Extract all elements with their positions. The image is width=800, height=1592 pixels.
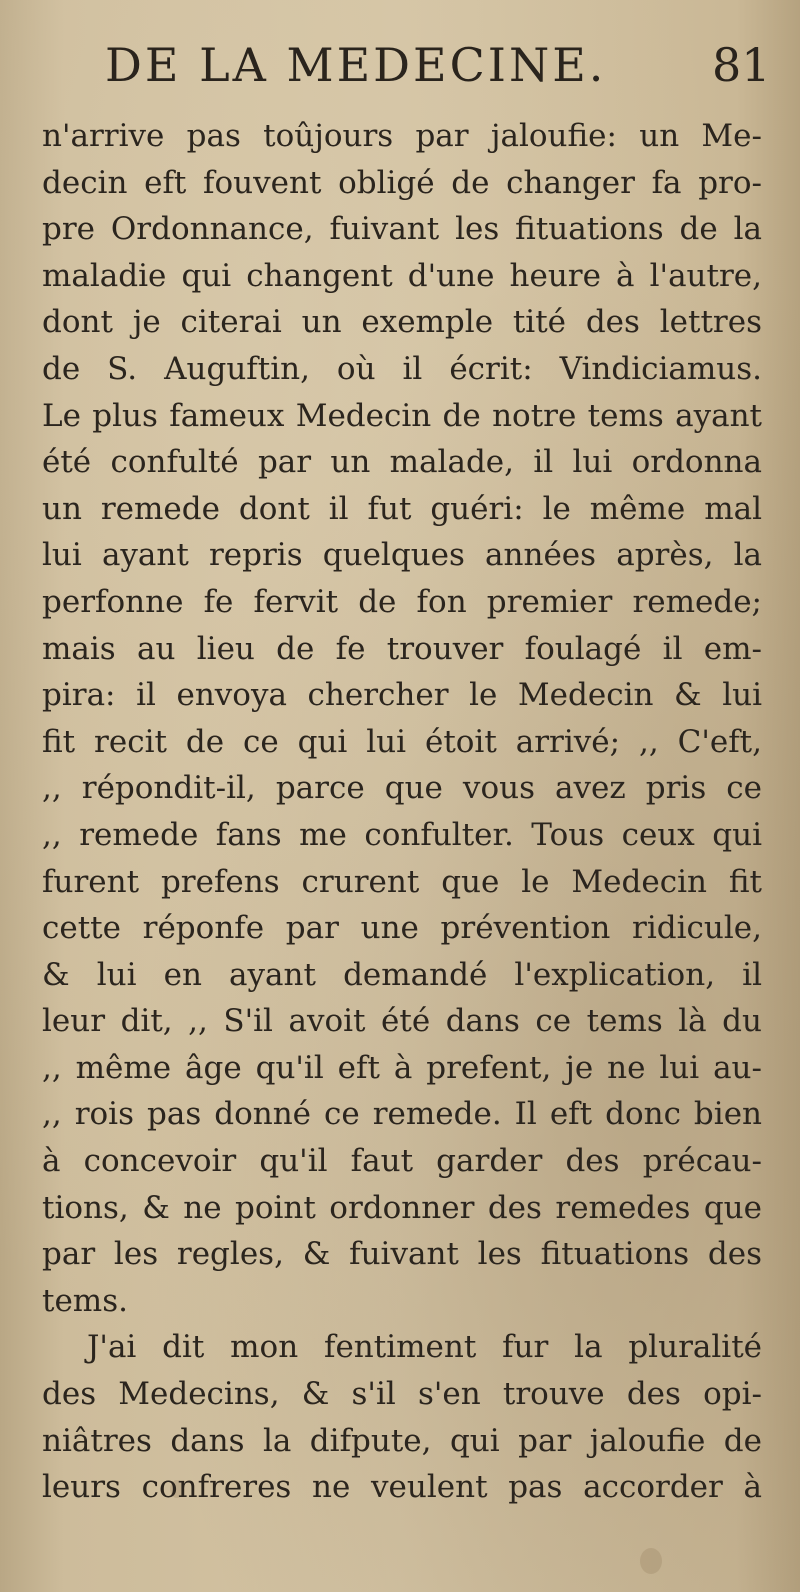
text-line: par les regles, & fuivant les fituations des: [42, 1236, 762, 1273]
text-line: leur dit, ,, S'il avoit été dans ce tems là du: [42, 1003, 762, 1040]
text-line: & lui en ayant demandé l'explication, il: [42, 956, 762, 993]
text-line: Le plus fameux Medecin de notre tems ayant: [42, 397, 762, 434]
text-line: cette réponfe par une prévention ridicule,: [42, 910, 762, 947]
text-line: perfonne fe fervit de fon premier remede;: [42, 583, 762, 620]
text-line: des Medecins, & s'il s'en trouve des opi-: [42, 1376, 762, 1413]
text-line: pre Ordonnance, fuivant les fituations de la: [42, 211, 762, 248]
text-line: niâtres dans la difpute, qui par jaloufie de: [42, 1422, 762, 1459]
text-line: decin eft fouvent obligé de changer fa pro-: [42, 164, 762, 201]
text-line: de S. Auguftin, où il écrit: Vindiciamus.: [42, 350, 762, 387]
text-line: ,, rois pas donné ce remede. Il eft donc bien: [42, 1096, 762, 1133]
text-line: n'arrive pas toûjours par jaloufie: un Me-: [42, 118, 762, 154]
text-line: un remede dont il fut guéri: le même mal: [42, 490, 762, 527]
text-line: lui ayant repris quelques années après, la: [42, 537, 762, 574]
text-line: dont je citerai un exemple tité des lettres: [42, 304, 762, 341]
text-line: J'ai dit mon fentiment fur la pluralité: [87, 1329, 762, 1366]
text-line: furent prefens crurent que le Medecin fit: [42, 863, 762, 900]
text-line: tions, & ne point ordonner des remedes que: [42, 1189, 762, 1226]
text-line: maladie qui changent d'une heure à l'autre,: [42, 257, 762, 294]
text-line: été confulté par un malade, il lui ordonna: [42, 444, 762, 481]
text-line: mais au lieu de fe trouver foulagé il em-: [42, 630, 762, 667]
text-line: fit recit de ce qui lui étoit arrivé; ,, C'eft,: [42, 723, 762, 760]
text-line: ,, même âge qu'il eft à prefent, je ne lui au-: [42, 1049, 762, 1086]
text-line: à concevoir qu'il faut garder des précau-: [42, 1143, 762, 1180]
body-text: [42, 113, 762, 1511]
text-line: pira: il envoya chercher le Medecin & lui: [42, 677, 762, 714]
text-line: leurs confreres ne veulent pas accorder à: [42, 1469, 762, 1506]
ink-spot: [640, 1548, 662, 1574]
page-header: [0, 38, 800, 98]
running-title: DE LA MEDECINE.: [105, 38, 607, 92]
text-line: tems.: [42, 1282, 128, 1319]
page-number: 81: [712, 38, 771, 92]
text-line: ,, remede fans me confulter. Tous ceux qui: [42, 816, 762, 853]
text-line: ,, répondit-il, parce que vous avez pris ce: [42, 770, 762, 807]
